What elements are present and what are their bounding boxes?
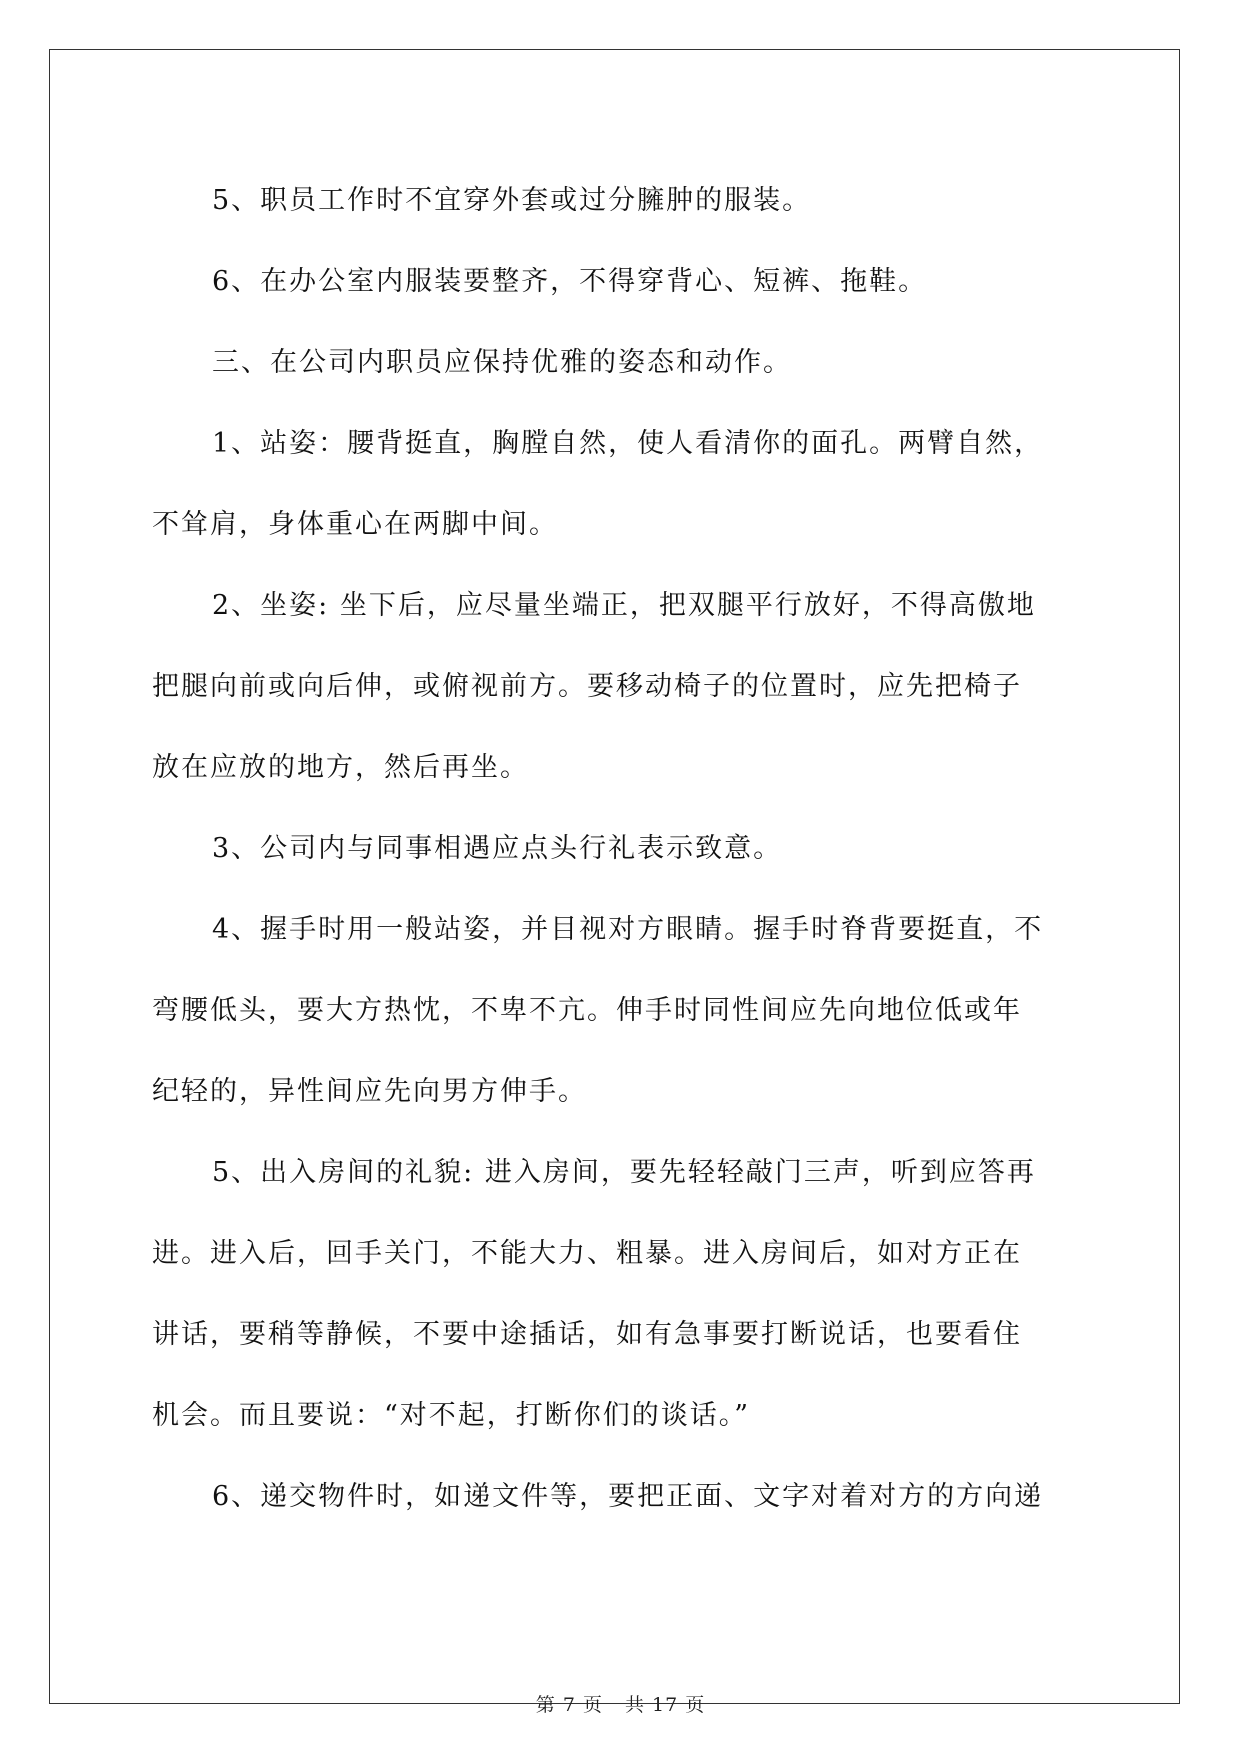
document-body <box>152 160 1087 1537</box>
paragraph <box>152 565 1087 808</box>
paragraph <box>152 1456 1087 1537</box>
paragraph <box>152 160 1087 241</box>
paragraph-line: 6、在办公室内服装要整齐，不得穿背心、短裤、拖鞋。 <box>212 266 928 297</box>
paragraph-line: 进。进入后，回手关门，不能大力、粗暴。进入房间后，如对方正在 <box>152 1238 1022 1269</box>
paragraph-line: 把腿向前或向后伸，或俯视前方。要移动椅子的位置时，应先把椅子 <box>152 671 1022 702</box>
page-number: 第 7 页 <box>535 1694 603 1716</box>
paragraph-line: 4、握手时用一般站姿，并目视对方眼睛。握手时脊背要挺直，不 <box>212 914 1044 945</box>
paragraph <box>152 808 1087 889</box>
paragraph-line: 5、出入房间的礼貌: 进入房间，要先轻轻敲门三声，听到应答再 <box>212 1157 1036 1188</box>
paragraph <box>152 889 1087 1132</box>
paragraph <box>152 241 1087 322</box>
paragraph-line: 纪轻的，异性间应先向男方伸手。 <box>152 1076 587 1107</box>
paragraph-line: 3、公司内与同事相遇应点头行礼表示致意。 <box>212 833 783 864</box>
paragraph-line: 5、职员工作时不宜穿外套或过分臃肿的服装。 <box>212 185 812 216</box>
paragraph-line: 讲话，要稍等静候，不要中途插话，如有急事要打断说话，也要看住 <box>152 1319 1022 1350</box>
page-footer <box>0 1690 1241 1717</box>
section-heading <box>152 322 1087 403</box>
paragraph <box>152 403 1087 565</box>
paragraph-line: 不耸肩，身体重心在两脚中间。 <box>152 509 558 540</box>
paragraph-line: 机会。而且要说：“对不起，打断你们的谈话。” <box>152 1400 751 1431</box>
paragraph-line: 2、坐姿: 坐下后，应尽量坐端正，把双腿平行放好，不得高傲地 <box>212 590 1036 621</box>
paragraph-line: 放在应放的地方，然后再坐。 <box>152 752 529 783</box>
paragraph-line: 弯腰低头，要大方热忱，不卑不亢。伸手时同性间应先向地位低或年 <box>152 995 1022 1026</box>
paragraph-line: 6、递交物件时，如递文件等，要把正面、文字对着对方的方向递 <box>212 1481 1044 1512</box>
paragraph-line: 三、在公司内职员应保持优雅的姿态和动作。 <box>212 347 792 378</box>
paragraph <box>152 1132 1087 1456</box>
page-total: 共 17 页 <box>624 1694 706 1716</box>
paragraph-line: 1、站姿：腰背挺直，胸膛自然，使人看清你的面孔。两臂自然， <box>212 428 1044 459</box>
